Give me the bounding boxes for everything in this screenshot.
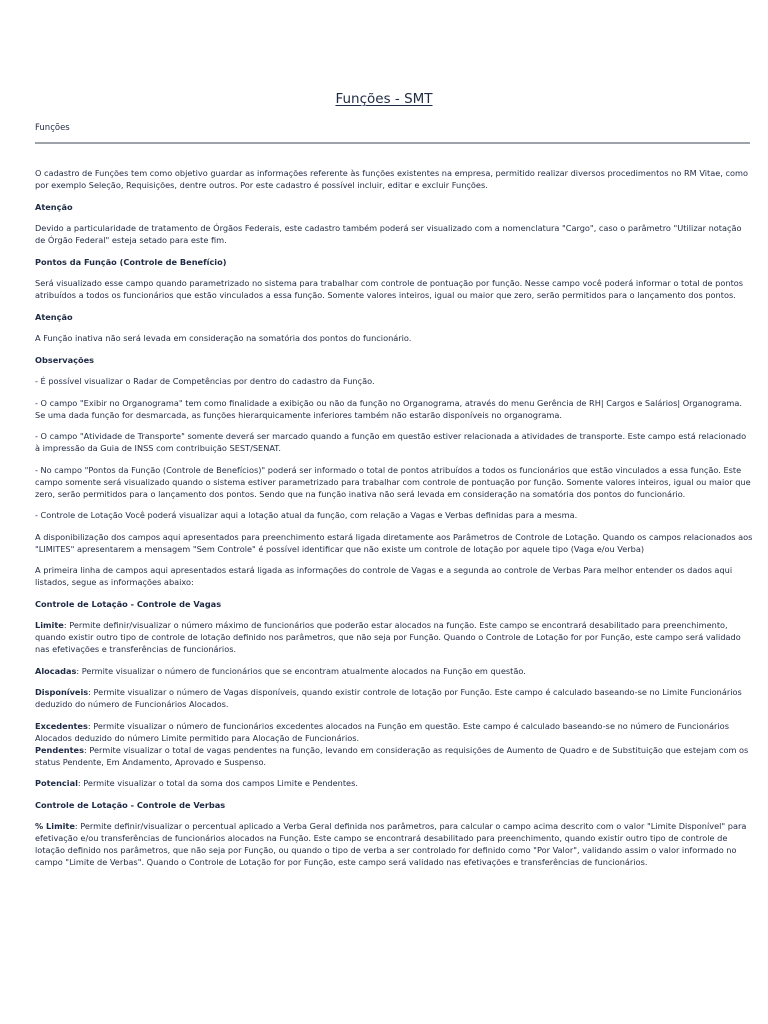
label-pendentes: Pendentes xyxy=(35,744,84,755)
atencao-2-paragraph: A Função inativa não será levada em consideração na somatória dos pontos do funcionário. xyxy=(35,333,412,343)
field-percent-limite: % Limite: Permite definir/visualizar o percentual aplicado a Verba Geral definida nos parâmetros, para calcular o campo acima descrito com o valor "Limite Disponível" para efetivação e/ou transferências de funcionários alocados na Função. Este campo se encontrará desabilitado para preenchimento, quando existir outro tipo de controle de lotação definido nos parâmetros, que não seja por Função, ou quando o tipo de verba a ser controlado for definido como "Por Valor", validando assim o valor informado no campo "Limite de Verbas". Quando o Controle de Lotação for por Função, este campo será validado nas efetivações e transferências de funcionários. xyxy=(35,821,747,867)
divider xyxy=(35,142,750,144)
atencao-paragraph: Devido a particularidade de tratamento de Órgãos Federais, este cadastro também poderá ser visualizado com a nomenclatura "Cargo", caso o parâmetro "Utilizar notação de Órgão Federal" esteja setado para este fim. xyxy=(35,223,742,245)
field-limite: Limite: Permite definir/visualizar o número máximo de funcionários que poderão estar alocados na função. Este campo se encontrará desabilitado para preenchimento, quando existir outro tipo de controle de lotação definido nos parâmetros, que não seja por Função. Quando o Controle de Lotação for por Função, este campo será validado nas efetivações e transferências de funcionários. xyxy=(35,620,741,654)
field-alocadas: Alocadas: Permite visualizar o número de funcionários que se encontram atualmente alocados na Função em questão. xyxy=(35,665,526,676)
label-potencial: Potencial xyxy=(35,778,78,788)
page-title: Funções - SMT xyxy=(335,91,433,107)
label-alocadas: Alocadas xyxy=(35,665,77,676)
obs-item: - Controle de Lotação Você poderá visualizar aqui a lotação atual da função, com relação a Vagas e Verbas definidas para a mesma. xyxy=(35,510,578,520)
obs-item: - É possível visualizar o Radar de Competências por dentro do cadastro da Função. xyxy=(35,376,375,386)
obs-item: - O campo "Exibir no Organograma" tem como finalidade a exibição ou não da função no Organograma, através do menu Gerência de RH| Cargos e Salários| Organograma. Se uma dada função for desmarcada, as funções hierarquicamente inferiores também não estarão disponíveis no organograma. xyxy=(35,397,742,420)
heading-atencao-2: Atenção xyxy=(35,311,73,322)
label-disponiveis: Disponíveis xyxy=(35,687,89,697)
heading-controle-vagas: Controle de Lotação - Controle de Vagas xyxy=(35,598,222,609)
document-body xyxy=(35,167,753,878)
obs-item: - O campo "Atividade de Transporte" somente deverá ser marcado quando a função em questão estiver relacionada a atividades de transporte. Este campo está relacionado à impressão da Guia de INSS com contribuição SEST/SENAT. xyxy=(35,431,747,453)
obs-item: - No campo "Pontos da Função (Controle de Benefícios)" poderá ser informado o total de pontos atribuídos a todos os funcionários que estão vinculados a essa função. Este campo somente será visualizado quando o sistema estiver parametrizado para trabalhar com controle de pontuação por função. Somente valores inteiros, igual ou maior que zero, serão permitidos para o lançamento dos pontos. Sendo que na função inativa não será levada em consideração na somatória dos pontos do funcionário. xyxy=(35,464,751,499)
field-potencial: Potencial: Permite visualizar o total da soma dos campos Limite e Pendentes. xyxy=(35,778,358,788)
field-disponiveis: Disponíveis: Permite visualizar o número de Vagas disponíveis, quando existir controle de lotação por Função. Este campo é calculado baseando-se no Limite Funcionários deduzido do número de Funcionários Alocados. xyxy=(35,687,742,709)
label-limite: Limite xyxy=(35,620,64,630)
section-subtitle: Funções xyxy=(35,123,70,133)
primeira-linha-paragraph: A primeira linha de campos aqui apresentados estará ligada as informações do controle de Vagas e a segunda ao controle de Verbas Para melhor entender os dados aqui listados, segue as informações abaixo: xyxy=(35,565,733,587)
field-excedentes: Excedentes: Permite visualizar o número de funcionários excedentes alocados na Função em questão. Este campo é calculado baseando-se no número de Funcionários Alocados deduzido do número Limite permitido para Alocação de Funcionários. xyxy=(35,720,729,743)
label-percent-limite: % Limite xyxy=(35,821,75,831)
heading-observacoes: Observações xyxy=(35,354,95,365)
disponibilizacao-paragraph: A disponibilização dos campos aqui apresentados para preenchimento estará ligada diretamente aos Parâmetros de Controle de Lotação. Quando os campos relacionados aos "LIMITES" apresentarem a mensagem "Sem Controle" é possível identificar que não existe um controle de lotação por aquele tipo (Vaga e/ou Verba) xyxy=(35,531,753,554)
label-excedentes: Excedentes xyxy=(35,720,88,731)
heading-atencao: Atenção xyxy=(35,201,73,212)
field-pendentes: Pendentes: Permite visualizar o total de vagas pendentes na função, levando em consideração as requisições de Aumento de Quadro e de Substituição que estejam com os status Pendente, Em Andamento, Aprovado e Suspenso. xyxy=(35,744,749,767)
heading-pontos-funcao: Pontos da Função (Controle de Benefício) xyxy=(35,256,227,267)
heading-controle-verbas: Controle de Lotação - Controle de Verbas xyxy=(35,799,226,810)
intro-paragraph: O cadastro de Funções tem como objetivo guardar as informações referente às funções existentes na empresa, permitido realizar diversos procedimentos no RM Vitae, como por exemplo Seleção, Requisições, dentre outros. Por este cadastro é possível incluir, editar e excluir Funções. xyxy=(35,168,748,190)
pontos-paragraph: Será visualizado esse campo quando parametrizado no sistema para trabalhar com controle de pontuação por função. Nesse campo você poderá informar o total de pontos atribuídos a todos os funcionários que estão vinculados a essa função. Somente valores inteiros, igual ou maior que zero, serão permitidos para o lançamento dos pontos. xyxy=(35,278,744,300)
